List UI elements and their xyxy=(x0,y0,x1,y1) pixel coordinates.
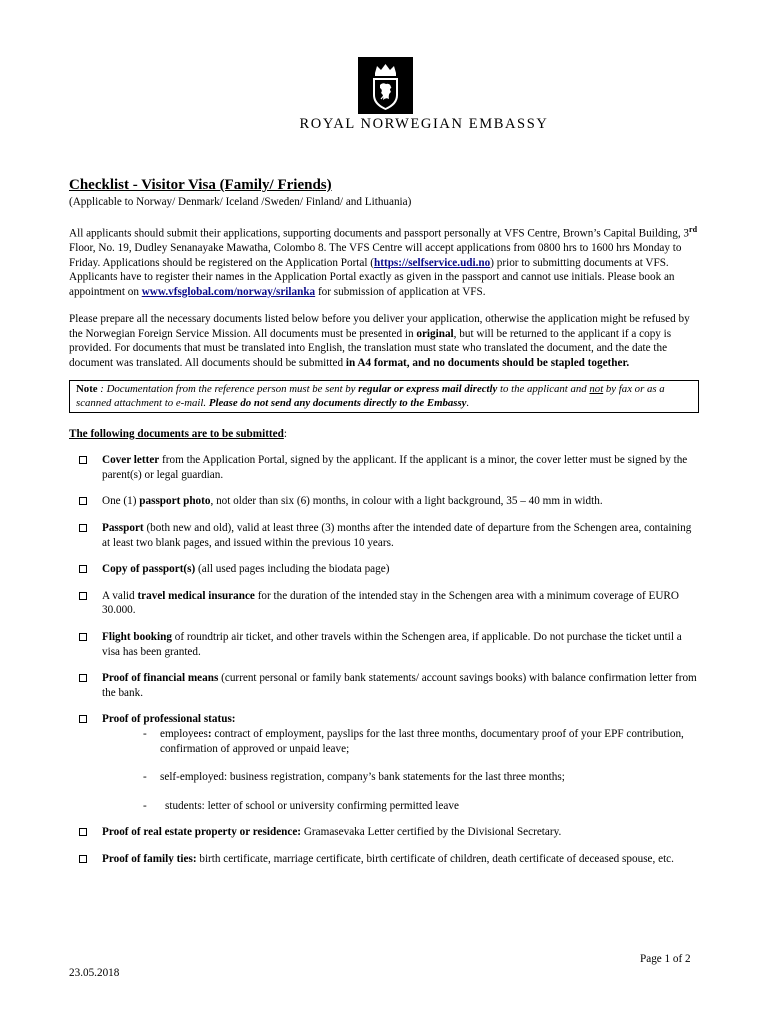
item-text: from the Application Portal, signed by the applicant. If the applicant is a minor, the cover letter must be signed by the parent(s) or legal guardian. xyxy=(102,454,688,481)
item-text: (current personal or family bank statements/ account savings books) with balance confirmation letter from the bank. xyxy=(102,672,697,699)
item-title: Cover letter xyxy=(102,454,160,467)
checkbox-icon xyxy=(79,855,87,863)
sublist-text: contract of employment, payslips for the last three months, documentary proof of your EPF contribution, confirmation of approved or unpaid leave; xyxy=(160,727,684,755)
item-text: of roundtrip air ticket, and other travels within the Schengen area, if applicable. Do not purchase the ticket until a visa has been granted. xyxy=(102,631,682,658)
page-subtitle: (Applicable to Norway/ Denmark/ Iceland /Sweden/ Finland/ and Lithuania) xyxy=(69,196,412,208)
page-title: Checklist - Visitor Visa (Family/ Friends) xyxy=(69,177,332,193)
intro-superscript: rd xyxy=(689,224,698,234)
checklist-item xyxy=(69,521,699,550)
checklist-item xyxy=(69,589,699,618)
item-text: Gramasevaka Letter certified by the Divisional Secretary. xyxy=(301,826,562,839)
prepare-text: , but will be returned to the applicant if a copy is provided. For documents that must be translated into English, the translation must state who translated the document, and the date the document was translated. All documents should be submitted xyxy=(69,327,672,370)
document-checklist xyxy=(69,453,699,866)
checklist-item xyxy=(69,852,699,867)
item-title: Copy of passport(s) xyxy=(102,563,196,576)
item-text: (all used pages including the biodata page) xyxy=(195,563,390,576)
item-title: Proof of family ties: xyxy=(102,852,197,865)
dash-bullet: - xyxy=(143,799,147,812)
note-box xyxy=(69,380,699,413)
sublist-item xyxy=(102,770,699,785)
item-title: Proof of real estate property or residence: xyxy=(102,826,302,839)
intro-text: for submission of application at VFS. xyxy=(315,285,486,298)
note-text: : Documentation from the reference person must be sent by xyxy=(97,382,359,395)
documents-heading xyxy=(69,427,699,442)
document-body xyxy=(69,176,699,867)
item-text: birth certificate, marriage certificate, birth certificate of children, death certificate of deceased spouse, etc. xyxy=(196,852,674,865)
prepare-emphasis: original xyxy=(416,327,454,340)
checkbox-icon xyxy=(79,633,87,641)
item-title: travel medical insurance xyxy=(137,589,255,602)
item-title: Passport xyxy=(102,522,144,535)
page-number: Page 1 of 2 xyxy=(640,953,691,965)
sublist-item xyxy=(102,727,699,756)
checklist-item xyxy=(69,562,699,577)
sublist-text: self-employed: business registration, company’s bank statements for the last three months; xyxy=(160,771,565,784)
item-title: passport photo xyxy=(139,495,211,508)
checkbox-icon xyxy=(79,565,87,573)
item-title: Proof of financial means xyxy=(102,672,219,685)
item-text: One (1) xyxy=(102,495,140,508)
vfsglobal-link[interactable]: www.vfsglobal.com/norway/srilanka xyxy=(141,285,316,298)
professional-sublist xyxy=(102,727,699,813)
sublist-text: employees xyxy=(160,727,208,740)
checkbox-icon xyxy=(79,497,87,505)
checkbox-icon xyxy=(79,592,87,600)
note-emphasis: regular or express mail directly xyxy=(358,382,498,395)
item-text: A valid xyxy=(102,589,138,602)
checkbox-icon xyxy=(79,828,87,836)
checklist-item xyxy=(69,630,699,659)
checklist-item xyxy=(69,494,699,509)
checklist-item xyxy=(69,825,699,840)
item-title: Proof of professional status: xyxy=(102,713,236,726)
document-date: 23.05.2018 xyxy=(69,967,120,979)
intro-text: All applicants should submit their applications, supporting documents and passport personally at VFS Centre, Brown’s Capital Building, 3 xyxy=(69,227,690,240)
intro-paragraph xyxy=(69,223,699,300)
sublist-item xyxy=(102,799,699,814)
item-text: (both new and old), valid at least three (3) months after the intended date of departure from the Schengen area, containing at least two blank pages, and issued within the previous 10 years. xyxy=(102,522,692,549)
note-text: by fax or as a scanned attachment to e-mail. xyxy=(76,382,665,409)
item-title: Flight booking xyxy=(102,631,172,644)
prepare-text: Please prepare all the necessary documents listed below before you deliver your application, otherwise the application might be refused by the Norwegian Foreign Service Mission. All documents must be presented in xyxy=(69,313,690,340)
dash-bullet: - xyxy=(143,727,147,740)
checkbox-icon xyxy=(79,715,87,723)
sublist-text: students: letter of school or university confirming permitted leave xyxy=(165,799,459,812)
prepare-emphasis: in A4 format, and no documents should be stapled together. xyxy=(345,357,630,370)
note-text: . xyxy=(466,396,470,409)
documents-heading-colon: : xyxy=(283,427,287,440)
documents-heading-text: The following documents are to be submitted xyxy=(69,427,284,440)
item-text: , not older than six (6) months, in colour with a light background, 35 – 40 mm in width. xyxy=(210,495,603,508)
norway-coat-of-arms-icon xyxy=(358,57,413,114)
checkbox-icon xyxy=(79,674,87,682)
note-underlined: not xyxy=(589,382,604,395)
checklist-item-professional xyxy=(69,712,699,813)
embassy-name: ROYAL NORWEGIAN EMBASSY xyxy=(299,116,549,132)
prepare-paragraph xyxy=(69,312,699,370)
checklist-item xyxy=(69,453,699,482)
note-text: to the applicant and xyxy=(497,382,590,395)
dash-bullet: - xyxy=(143,771,147,784)
note-emphasis: Please do not send any documents directly to the Embassy xyxy=(208,396,467,409)
intro-text: Floor, No. 19, Dudley Senanayake Mawatha, Colombo 8. The VFS Centre will accept applications from 0800 hrs to 1600 hrs Monday to Friday. Applications should be registered on the Application Portal ( xyxy=(69,241,682,269)
checkbox-icon xyxy=(79,524,87,532)
selfservice-link[interactable]: https://selfservice.udi.no xyxy=(374,256,491,269)
sublist-emphasis: : xyxy=(207,727,212,740)
item-text: for the duration of the intended stay in the Schengen area with a minimum coverage of EURO 30.000. xyxy=(102,589,679,617)
checklist-item xyxy=(69,671,699,700)
note-label: Note xyxy=(76,382,98,395)
intro-text: ) prior to submitting documents at VFS. Applicants have to register their names in the Application Portal exactly as given in the passport and cannot use initials. Please book an appointment on xyxy=(69,256,675,298)
checkbox-icon xyxy=(79,456,87,464)
